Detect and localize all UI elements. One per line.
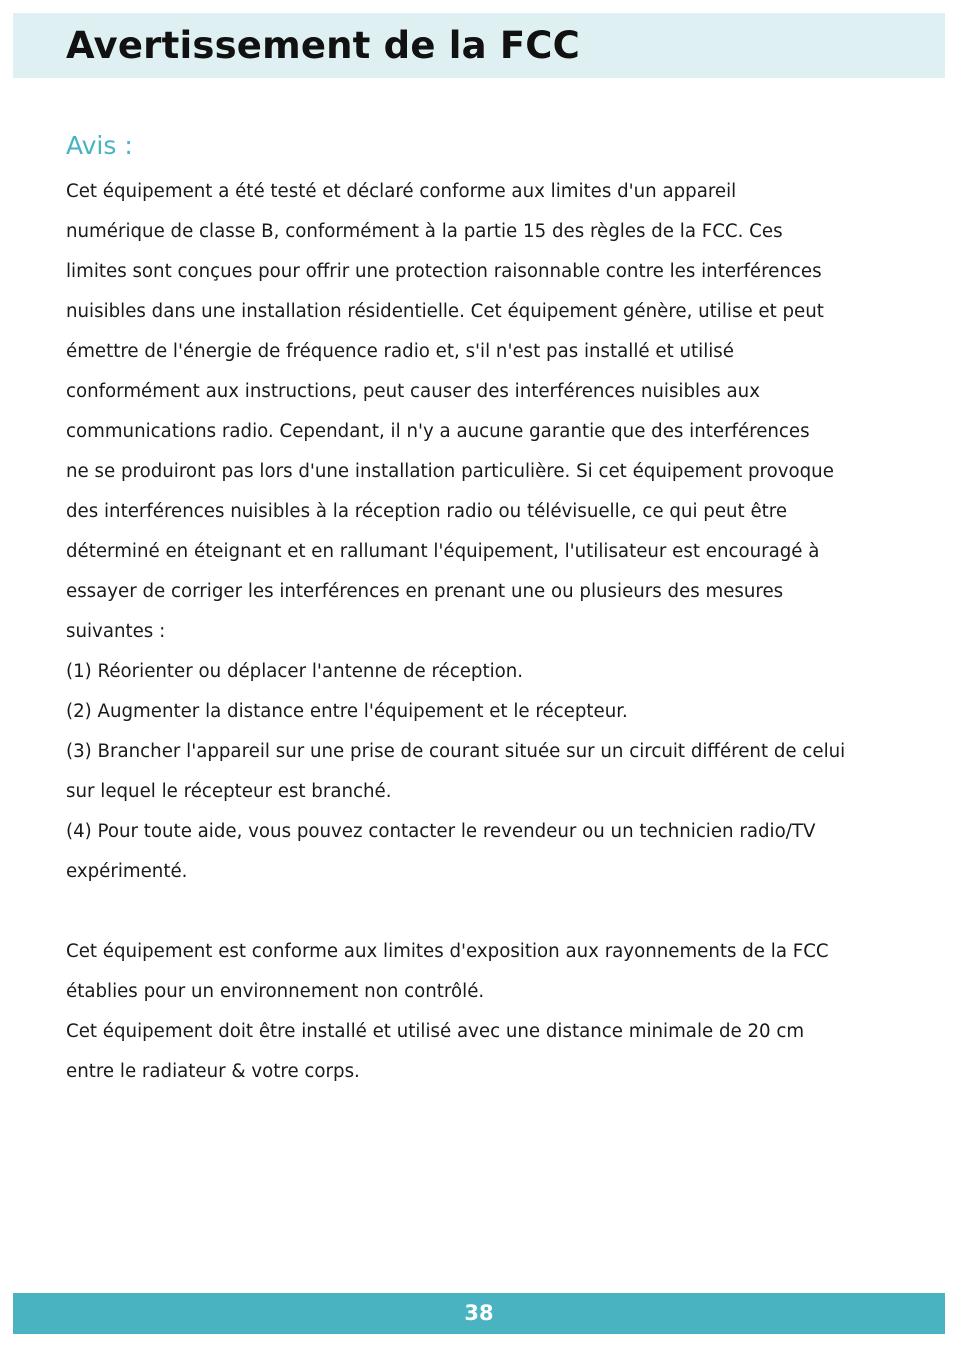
page-number: 38	[464, 1301, 494, 1325]
body-line: communications radio. Cependant, il n'y a aucune garantie que des interférences	[66, 421, 810, 442]
list-item-measure-4: (4) Pour toute aide, vous pouvez contacter le revendeur ou un technicien radio/TV	[66, 821, 816, 842]
page-title: Avertissement de la FCC	[66, 24, 581, 67]
body-line: déterminé en éteignant et en rallumant l'équipement, l'utilisateur est encouragé à	[66, 541, 820, 562]
list-item-measure-2: (2) Augmenter la distance entre l'équipement et le récepteur.	[66, 701, 628, 722]
body-line: nuisibles dans une installation résidentielle. Cet équipement génère, utilise et peut	[66, 301, 824, 322]
body-line: numérique de classe B, conformément à la partie 15 des règles de la FCC. Ces	[66, 221, 783, 242]
title-banner	[13, 13, 945, 78]
list-item-measure-1: (1) Réorienter ou déplacer l'antenne de réception.	[66, 661, 524, 682]
body-line: Cet équipement doit être installé et utilisé avec une distance minimale de 20 cm	[66, 1021, 805, 1042]
notice-body	[66, 172, 926, 1092]
body-line: émettre de l'énergie de fréquence radio et, s'il n'est pas installé et utilisé	[66, 341, 734, 362]
body-line: établies pour un environnement non contrôlé.	[66, 981, 485, 1002]
list-item-measure-4-continued: expérimenté.	[66, 861, 188, 882]
footer-bar	[13, 1293, 945, 1334]
body-line: des interférences nuisibles à la réception radio ou télévisuelle, ce qui peut être	[66, 501, 788, 522]
body-line: essayer de corriger les interférences en prenant une ou plusieurs des mesures	[66, 581, 784, 602]
body-line: Cet équipement a été testé et déclaré conforme aux limites d'un appareil	[66, 181, 737, 202]
list-item-measure-3-continued: sur lequel le récepteur est branché.	[66, 781, 392, 802]
paragraph-spacer	[66, 892, 926, 932]
body-line: entre le radiateur & votre corps.	[66, 1061, 360, 1082]
body-line: ne se produiront pas lors d'une installation particulière. Si cet équipement provoque	[66, 461, 834, 482]
body-line: limites sont conçues pour offrir une protection raisonnable contre les interférences	[66, 261, 822, 282]
list-item-measure-3: (3) Brancher l'appareil sur une prise de courant située sur un circuit différent de celui	[66, 741, 846, 762]
body-line: suivantes :	[66, 621, 166, 642]
body-line: conformément aux instructions, peut causer des interférences nuisibles aux	[66, 381, 760, 402]
body-line: Cet équipement est conforme aux limites d'exposition aux rayonnements de la FCC	[66, 941, 829, 962]
section-heading: Avis :	[66, 131, 133, 160]
